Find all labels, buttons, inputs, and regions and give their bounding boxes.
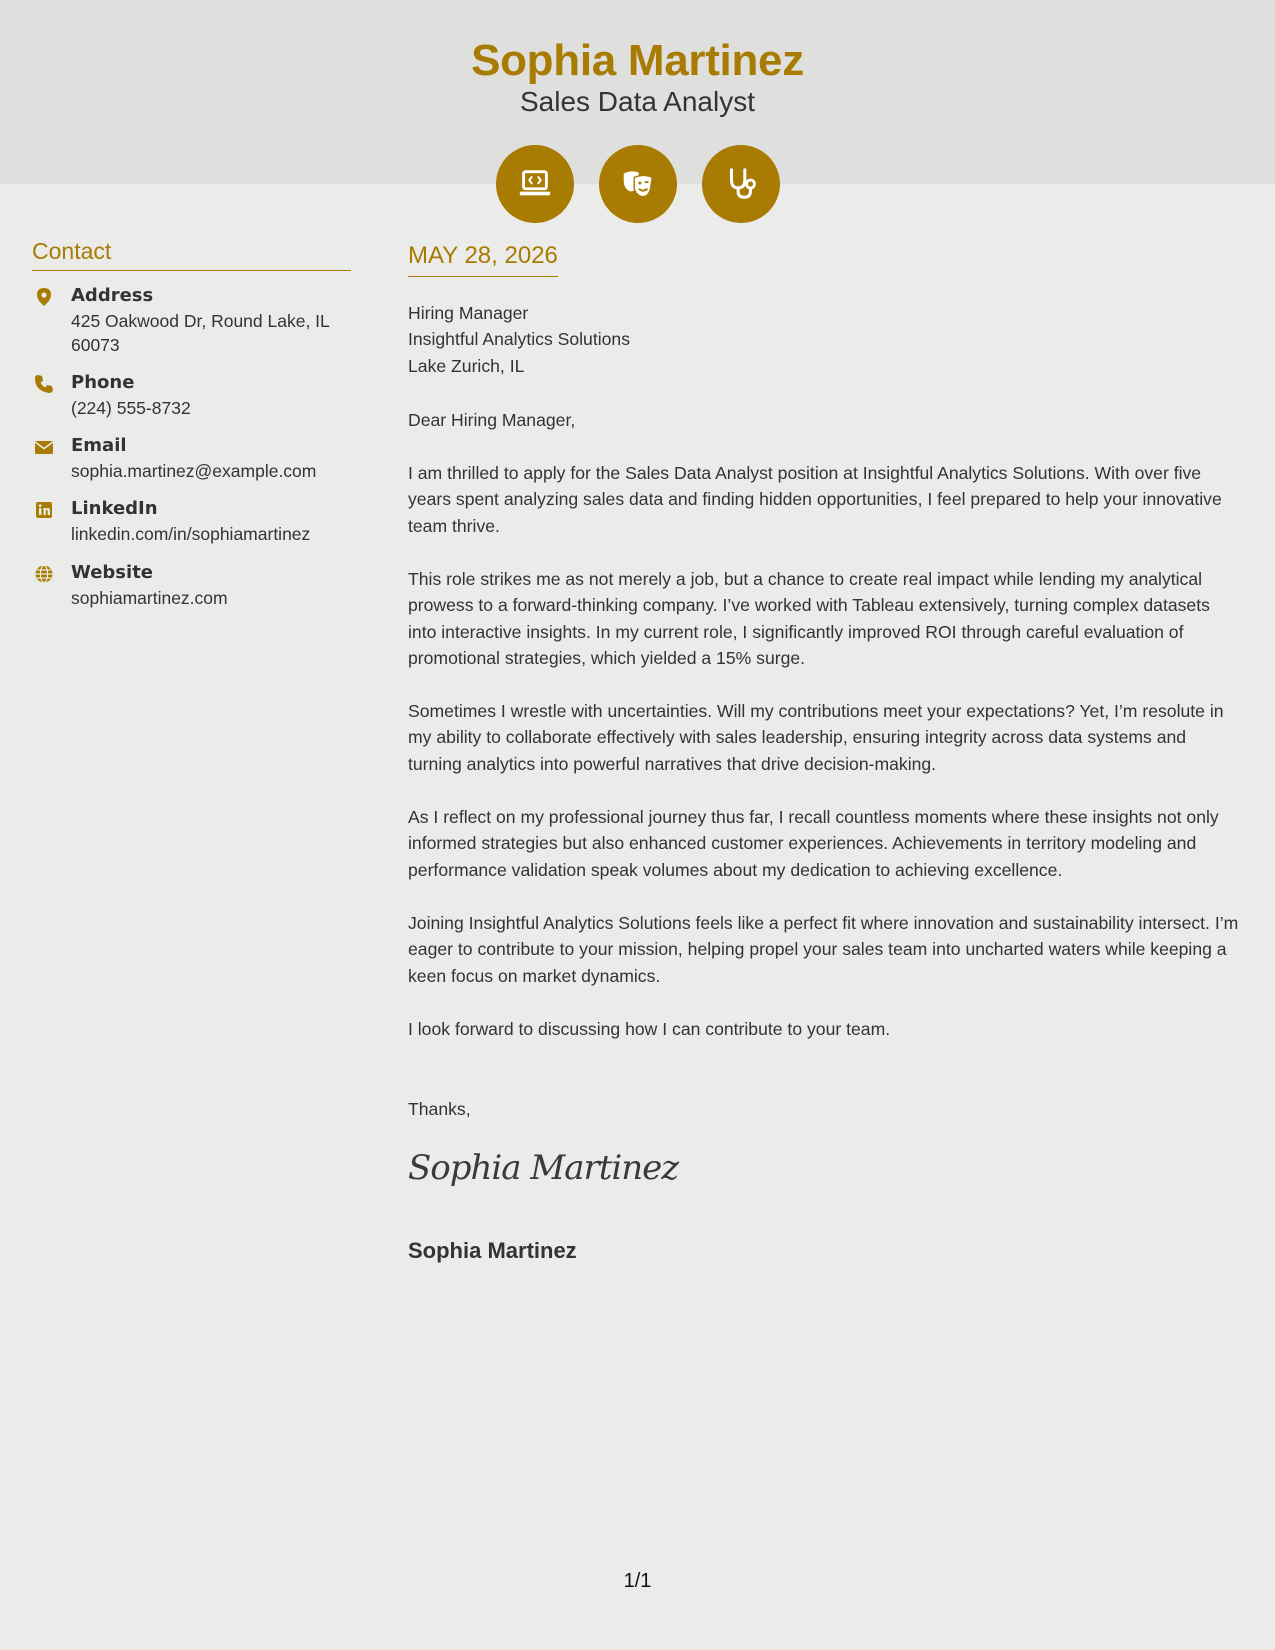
job-title: Sales Data Analyst [519,86,756,117]
recipient-line: Hiring Manager [408,303,529,323]
theater-masks-icon [599,145,677,223]
recipient-line: Lake Zurich, IL [408,355,525,376]
body-paragraph: This role strikes me as not merely a job, but a chance to create real impact while lending my analytical prowess to a forward-thinking company. I’ve worked with Tableau extensively, turning complex datasets into interactive insights. In my current role, I significantly improved ROI through careful evaluation of promotional strategies, which yielded a 15% surge. [408,569,1210,668]
phone-icon [34,374,54,394]
body-paragraph: Sometimes I wrestle with uncertainties. Will my contributions meet your expectations? Yet, I’m resolute in my ability to collaborate effectively with sales leadership, ensuring integrity across data systems and turning analytics into powerful narratives that drive decision-making. [408,701,1224,774]
body-paragraph: I am thrilled to apply for the Sales Data Analyst position at Insightful Analytics Solutions. With over five years spent analyzing sales data and finding hidden opportunities, I feel prepared to help your innovative team thrive. [408,463,1222,536]
address-value: 425 Oakwood Dr, Round Lake, IL 60073 [71,311,330,355]
letter-date: MAY 28, 2026 [408,242,558,277]
recipient-line: Insightful Analytics Solutions [408,329,631,350]
map-pin-icon [34,287,54,307]
applicant-name: Sophia Martinez [471,36,804,85]
laptop-code-icon [496,145,574,223]
linkedin-value: linkedin.com/in/sophiamartinez [71,524,311,544]
signer-name: Sophia Martinez [408,1238,577,1263]
page-number: 1/1 [623,1570,652,1592]
email-value: sophia.martinez@example.com [71,461,317,481]
website-value: sophiamartinez.com [71,588,228,608]
linkedin-icon [34,500,54,520]
globe-icon [34,564,54,584]
recipient-block [408,300,1243,379]
address-label: Address [71,285,154,306]
body-paragraph: As I reflect on my professional journey thus far, I recall countless moments where these insights not only informed strategies but also enhanced customer experiences. Achievements in territory modeling and performance validation speak volumes about my dedication to achieving excellence. [408,807,1219,880]
linkedin-label: LinkedIn [71,498,158,519]
handwritten-signature: Sophia Martinez [408,1148,679,1188]
envelope-icon [34,437,54,457]
email-label: Email [71,435,127,456]
stethoscope-icon [702,145,780,223]
body-paragraph: I look forward to discussing how I can contribute to your team. [408,1019,891,1039]
phone-value: (224) 555-8732 [71,398,191,418]
phone-label: Phone [71,372,135,393]
contact-heading: Contact [32,238,351,271]
website-label: Website [71,562,154,583]
closing: Thanks, [408,1099,471,1119]
body-paragraph: Joining Insightful Analytics Solutions feels like a perfect fit where innovation and sustainability intersect. I’m eager to contribute to your mission, helping propel your sales team into uncharted waters while keeping a keen focus on market dynamics. [408,913,1239,986]
greeting: Dear Hiring Manager, [408,410,576,430]
